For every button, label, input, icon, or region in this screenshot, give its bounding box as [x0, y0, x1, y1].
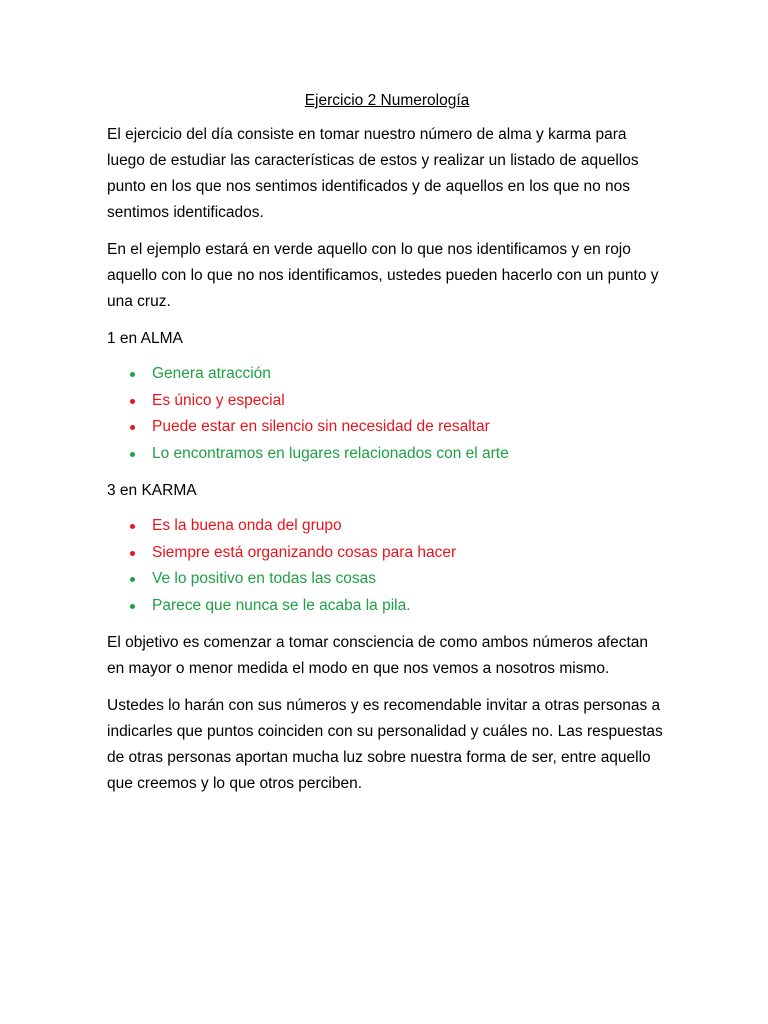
- bullet-dot-icon: [130, 551, 135, 556]
- closing-paragraph-1: El objetivo es comenzar a tomar consciencia de como ambos números afectan en mayor o menor medida el modo en que nos vemos a nosotros mismo.: [107, 634, 649, 677]
- section-karma: [107, 478, 667, 619]
- list-item: [107, 540, 667, 567]
- document-page: [107, 88, 667, 808]
- section-label-alma: 1 en ALMA: [107, 330, 183, 347]
- list-item-text: Es la buena onda del grupo: [152, 517, 342, 534]
- bullet-dot-icon: [130, 604, 135, 609]
- list-item: [107, 361, 667, 388]
- document-title: Ejercicio 2 Numerología: [304, 92, 470, 109]
- bullet-list-karma: [107, 513, 667, 619]
- bullet-list-alma: [107, 361, 667, 467]
- bullet-dot-icon: [130, 372, 135, 377]
- bullet-dot-icon: [130, 452, 135, 457]
- list-item-text: Genera atracción: [152, 365, 271, 382]
- intro-paragraph-2: En el ejemplo estará en verde aquello con lo que nos identificamos y en rojo aquello con lo que no nos identificamos, ustedes pueden hacerlo con un punto y una cruz.: [107, 241, 659, 310]
- bullet-dot-icon: [130, 524, 135, 529]
- closing-paragraph-2: Ustedes lo harán con sus números y es recomendable invitar a otras personas a indicarles que puntos coinciden con su personalidad y cuáles no. Las respuestas de otras personas aportan mucha luz sobre nuestra forma de ser, entre aquello que creemos y lo que otros perciben.: [107, 697, 663, 792]
- bullet-dot-icon: [130, 577, 135, 582]
- list-item: [107, 566, 667, 593]
- bullet-dot-icon: [130, 425, 135, 430]
- list-item-text: Es único y especial: [152, 391, 285, 409]
- list-item-text: Ve lo positivo en todas las cosas: [152, 570, 377, 587]
- list-item: [107, 414, 667, 441]
- bullet-dot-icon: [130, 399, 135, 404]
- list-item-text: Parece que nunca se le acaba la pila.: [152, 596, 411, 614]
- list-item-text: Siempre está organizando cosas para hacer: [152, 543, 457, 561]
- list-item: [107, 441, 667, 468]
- section-label-karma: 3 en KARMA: [107, 482, 197, 499]
- list-item: [107, 593, 667, 620]
- list-item-text: Lo encontramos en lugares relacionados con el arte: [152, 444, 509, 462]
- list-item: [107, 388, 667, 415]
- list-item: [107, 513, 667, 540]
- intro-paragraph-1: El ejercicio del día consiste en tomar nuestro número de alma y karma para luego de estudiar las características de estos y realizar un listado de aquellos punto en los que nos sentimos identificados y de aquellos en los que no nos sentimos identificados.: [107, 126, 639, 221]
- list-item-text: Puede estar en silencio sin necesidad de resaltar: [152, 418, 490, 435]
- section-alma: [107, 326, 667, 467]
